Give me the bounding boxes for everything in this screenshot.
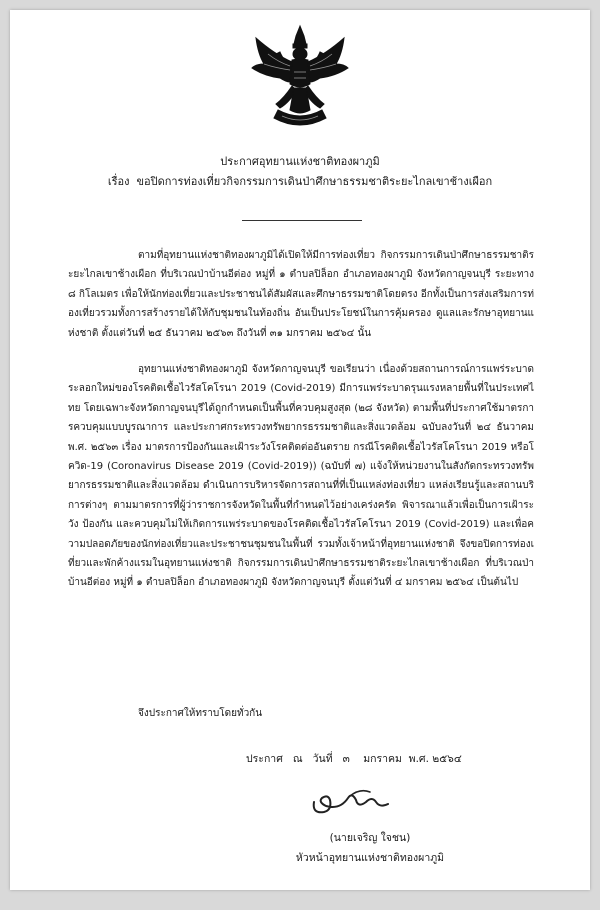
dateline-announce: ประกาศ bbox=[246, 753, 283, 765]
body-paragraph-2: อุทยานแห่งชาติทองผาภูมิ จังหวัดกาญจนบุรี ขอเรียนว่า เนื่องด้วยสถานการณ์การแพร่ระบาดระลอกใหม่ของโรคติดเชื้อไวรัสโคโรนา 2019 (Covid-2019) มีการแพร่ระบาดรุนแรงหลายพื้นที่ในประเทศไทย โดยเฉพาะจังหวัดกาญจนบุรีได้ถูกกำหนดเป็นพื้นที่ควบคุมสูงสุด (๒๘ จังหวัด) ตามพื้นที่ประกาศใช้มาตรการควบคุมแบบบูรณาการ และประกาศกระทรวงทรัพยากรธรรมชาติและสิ่งแวดล้อม ฉบับลงวันที่ ๒๔ ธันวาคม พ.ศ. ๒๕๖๓ เรื่อง มาตรการป้องกันและเฝ้าระวังโรคติดต่ออันตราย กรณีโรคติดเชื้อไวรัสโคโรนา 2019 หรือโควิด-19 (Coronavirus Disease 2019 (Covid-2019)) (ฉบับที่ ๗) แจ้งให้หน่วยงานในสังกัดกระทรวงทรัพยากรธรรมชาติและสิ่งแวดล้อม ดำเนินการบริหารจัดการสถานที่ที่เป็นแหล่งท่องเที่ยว แหล่งเรียนรู้และสถานบริการต่างๆ ตามมาตรการที่ผู้ว่าราชการจังหวัดในพื้นที่กำหนดไว้อย่างเคร่งครัด พิจารณาแล้วเพื่อเป็นการเฝ้าระวัง ป้องกัน และควบคุมไม่ให้เกิดการแพร่ระบาดของโรคติดเชื้อไวรัสโคโรนา 2019 (Covid-2019) และเพื่อความปลอดภัยของนักท่องเที่ยวและประชาชนชุมชนในพื้นที่ รวมทั้งเจ้าหน้าที่อุทยานแห่งชาติ จึงขอปิดการท่องเที่ยวและพักค้างแรมในอุทยานแห่งชาติ กิจกรรมการเดินป่าศึกษาธรรมชาติระยะไกลเขาช้างเผือก ที่บริเวณป่าบ้านอีต่อง หมู่ที่ ๑ ตำบลปิล็อก อำเภอทองผาภูมิ จังหวัดกาญจนบุรี ตั้งแต่วันที่ ๔ มกราคม ๒๕๖๔ เป็นต้นไป bbox=[68, 364, 534, 589]
subject-label: เรื่อง bbox=[107, 175, 130, 188]
subject-text: ขอปิดการท่องเที่ยวกิจกรรมการเดินป่าศึกษาธรรมชาติระยะไกลเขาช้างเผือก bbox=[136, 175, 493, 188]
announcement-subject bbox=[10, 172, 590, 192]
garuda-emblem-icon bbox=[250, 24, 350, 136]
dateline-day-label: วันที่ bbox=[312, 753, 333, 765]
body-paragraph-1-container bbox=[68, 246, 534, 354]
announcement-title: ประกาศอุทยานแห่งชาติทองผาภูมิ bbox=[220, 155, 380, 168]
body-paragraph-3: จึงประกาศให้ทราบโดยทั่วกัน bbox=[138, 708, 263, 719]
announcement-page bbox=[10, 10, 590, 890]
dateline-at: ณ bbox=[292, 753, 303, 765]
announcement-header bbox=[10, 152, 590, 192]
body-paragraph-2-container bbox=[68, 360, 534, 696]
body-paragraph-1: ตามที่อุทยานแห่งชาติทองผาภูมิได้เปิดให้มีการท่องเที่ยว กิจกรรมการเดินป่าศึกษาธรรมชาติระยะไกลเขาช้างเผือก ที่บริเวณป่าบ้านอีต่อง หมู่ที่ ๑ ตำบลปิล็อก อำเภอทองผาภูมิ จังหวัดกาญจนบุรี ระยะทาง ๘ กิโลเมตร เพื่อให้นักท่องเที่ยวและประชาชนได้สัมผัสและศึกษาธรรมชาติโดยตรง อีกทั้งเป็นการส่งเสริมการท่องเที่ยวรวมทั้งการสร้างรายได้ให้กับชุมชนในท้องถิ่น อันเป็นประโยชน์ในการคุ้มครอง ดูแลและรักษาอุทยานแห่งชาติ ตั้งแต่วันที่ ๒๕ ธันวาคม ๒๕๖๓ ถึงวันที่ ๓๑ มกราคม ๒๕๖๔ นั้น bbox=[68, 250, 534, 339]
handwritten-signature bbox=[310, 780, 400, 820]
signer-block bbox=[270, 828, 470, 868]
signer-position: หัวหน้าอุทยานแห่งชาติทองผาภูมิ bbox=[295, 852, 445, 864]
body-paragraph-3-container bbox=[68, 704, 534, 728]
dateline-month: มกราคม bbox=[363, 753, 402, 765]
announcement-dateline bbox=[246, 750, 462, 767]
dateline-year: ๒๕๖๔ bbox=[432, 753, 462, 765]
dateline-day: ๓ bbox=[342, 753, 350, 765]
dateline-year-prefix: พ.ศ. bbox=[408, 753, 429, 765]
signer-name: (นายเจริญ ใจชน) bbox=[329, 832, 411, 844]
header-divider bbox=[242, 220, 362, 221]
